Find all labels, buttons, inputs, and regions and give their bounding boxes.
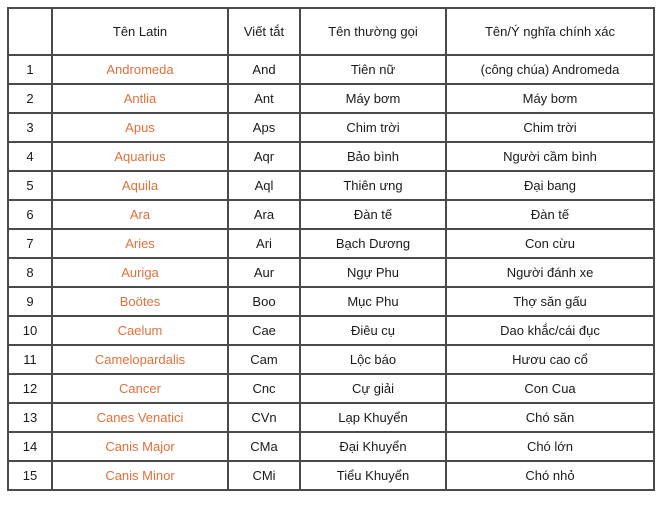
exact-meaning: Chó nhỏ — [446, 461, 654, 490]
latin-name-link[interactable]: Boötes — [52, 287, 228, 316]
abbreviation: CMa — [228, 432, 300, 461]
exact-meaning: Đại bang — [446, 171, 654, 200]
constellation-table — [7, 7, 655, 491]
latin-name-link[interactable]: Canis Minor — [52, 461, 228, 490]
table-row — [8, 287, 654, 316]
abbreviation: Aqr — [228, 142, 300, 171]
exact-meaning: Người cầm bình — [446, 142, 654, 171]
row-number: 14 — [8, 432, 52, 461]
exact-meaning: Con Cua — [446, 374, 654, 403]
row-number: 1 — [8, 55, 52, 84]
abbreviation: Ari — [228, 229, 300, 258]
row-number: 7 — [8, 229, 52, 258]
common-name: Chim trời — [300, 113, 446, 142]
table-row — [8, 461, 654, 490]
row-number: 9 — [8, 287, 52, 316]
header-common-name: Tên thường gọi — [300, 8, 446, 55]
abbreviation: Aps — [228, 113, 300, 142]
latin-name-link[interactable]: Caelum — [52, 316, 228, 345]
exact-meaning: Đàn tế — [446, 200, 654, 229]
abbreviation: Aql — [228, 171, 300, 200]
latin-name-link[interactable]: Auriga — [52, 258, 228, 287]
row-number: 6 — [8, 200, 52, 229]
abbreviation: And — [228, 55, 300, 84]
abbreviation: Cam — [228, 345, 300, 374]
table-row — [8, 55, 654, 84]
abbreviation: Cnc — [228, 374, 300, 403]
table-row — [8, 229, 654, 258]
latin-name-link[interactable]: Apus — [52, 113, 228, 142]
exact-meaning: Máy bơm — [446, 84, 654, 113]
header-abbreviation: Viết tắt — [228, 8, 300, 55]
table-row — [8, 316, 654, 345]
exact-meaning: Dao khắc/cái đục — [446, 316, 654, 345]
common-name: Lạp Khuyển — [300, 403, 446, 432]
common-name: Ngự Phu — [300, 258, 446, 287]
latin-name-link[interactable]: Canes Venatici — [52, 403, 228, 432]
table-row — [8, 432, 654, 461]
exact-meaning: Chim trời — [446, 113, 654, 142]
latin-name-link[interactable]: Andromeda — [52, 55, 228, 84]
exact-meaning: Hươu cao cổ — [446, 345, 654, 374]
header-latin-name: Tên Latin — [52, 8, 228, 55]
header-number — [8, 8, 52, 55]
table-row — [8, 200, 654, 229]
common-name: Lộc báo — [300, 345, 446, 374]
header-row — [8, 8, 654, 55]
table-row — [8, 84, 654, 113]
exact-meaning: Chó lớn — [446, 432, 654, 461]
common-name: Bạch Dương — [300, 229, 446, 258]
row-number: 8 — [8, 258, 52, 287]
common-name: Tiểu Khuyển — [300, 461, 446, 490]
common-name: Điêu cụ — [300, 316, 446, 345]
abbreviation: CVn — [228, 403, 300, 432]
row-number: 5 — [8, 171, 52, 200]
table-row — [8, 403, 654, 432]
abbreviation: Boo — [228, 287, 300, 316]
latin-name-link[interactable]: Ara — [52, 200, 228, 229]
abbreviation: Cae — [228, 316, 300, 345]
table-row — [8, 258, 654, 287]
latin-name-link[interactable]: Antlia — [52, 84, 228, 113]
table-row — [8, 345, 654, 374]
row-number: 4 — [8, 142, 52, 171]
latin-name-link[interactable]: Aries — [52, 229, 228, 258]
exact-meaning: Chó săn — [446, 403, 654, 432]
exact-meaning: Con cừu — [446, 229, 654, 258]
row-number: 11 — [8, 345, 52, 374]
table-row — [8, 113, 654, 142]
common-name: Thiên ưng — [300, 171, 446, 200]
latin-name-link[interactable]: Canis Major — [52, 432, 228, 461]
common-name: Mục Phu — [300, 287, 446, 316]
exact-meaning: Thợ săn gấu — [446, 287, 654, 316]
row-number: 15 — [8, 461, 52, 490]
abbreviation: Ant — [228, 84, 300, 113]
common-name: Tiên nữ — [300, 55, 446, 84]
common-name: Cự giải — [300, 374, 446, 403]
common-name: Đàn tế — [300, 200, 446, 229]
latin-name-link[interactable]: Cancer — [52, 374, 228, 403]
exact-meaning: Người đánh xe — [446, 258, 654, 287]
latin-name-link[interactable]: Aquarius — [52, 142, 228, 171]
common-name: Bảo bình — [300, 142, 446, 171]
header-exact-meaning: Tên/Ý nghĩa chính xác — [446, 8, 654, 55]
table-row — [8, 171, 654, 200]
table-row — [8, 142, 654, 171]
latin-name-link[interactable]: Aquila — [52, 171, 228, 200]
row-number: 2 — [8, 84, 52, 113]
exact-meaning: (công chúa) Andromeda — [446, 55, 654, 84]
row-number: 10 — [8, 316, 52, 345]
abbreviation: Ara — [228, 200, 300, 229]
row-number: 3 — [8, 113, 52, 142]
row-number: 12 — [8, 374, 52, 403]
latin-name-link[interactable]: Camelopardalis — [52, 345, 228, 374]
common-name: Đại Khuyển — [300, 432, 446, 461]
row-number: 13 — [8, 403, 52, 432]
abbreviation: Aur — [228, 258, 300, 287]
table-row — [8, 374, 654, 403]
table-body — [8, 55, 654, 490]
abbreviation: CMi — [228, 461, 300, 490]
common-name: Máy bơm — [300, 84, 446, 113]
